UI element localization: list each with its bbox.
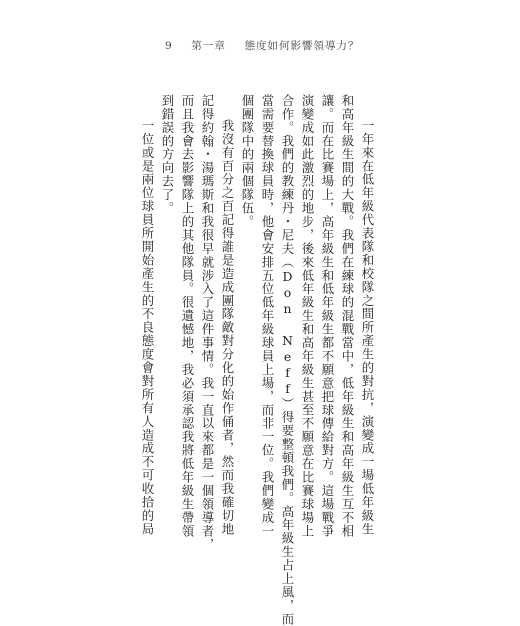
text-column: 我沒有百分之百記得誰是造成團隊敵對分化的始作俑者，然而我確切地 bbox=[220, 119, 235, 536]
chapter-title: 態度如何影響領導力？ bbox=[244, 40, 360, 52]
text-column: 當需要替換球員時，他會安排五位低年級球員上場，而非一位。我們變成一 bbox=[260, 94, 275, 538]
text-column: 一年來在低年級代表隊和校隊之間所產生的對抗，演變成一場低年級生 bbox=[360, 119, 375, 536]
text-column: 而且我會去影響隊上的其他隊員。很遺憾地，我必須承認我將低年級生帶領 bbox=[180, 94, 195, 538]
text-column: 到錯誤的方向去了。 bbox=[160, 94, 175, 216]
text-column: 演變成如此激烈的地步，後來低年級生和高年級生甚至不願意在比賽球場上 bbox=[300, 94, 315, 538]
body-text bbox=[138, 94, 376, 626]
chapter-label: 第一章 bbox=[191, 40, 226, 52]
text-column: 和高年級生間的大戰。我們在練球的混戰當中，低年級生和高年級生互不相 bbox=[340, 94, 355, 538]
text-column: 一位或是兩位球員所開始產生的不良態度會對所有人造成不可收拾的局 bbox=[140, 119, 155, 536]
text-column: 記得約翰・湯瑪斯和我很早就涉入了這件事情。我一直以來都是一個領導者， bbox=[200, 94, 215, 552]
text-column: 個團隊中的兩個隊伍。 bbox=[240, 94, 255, 229]
text-column: 合作。我們的教練丹・尼夫（Don Neff）得要整頓我們。高年級生占上風，而 bbox=[280, 94, 295, 626]
page-number: 9 bbox=[165, 40, 173, 52]
running-header bbox=[165, 38, 360, 53]
text-column: 讓。而在比賽場上，高年級生和低年級生都不願意把球傳給對方。這場戰爭 bbox=[320, 94, 335, 538]
